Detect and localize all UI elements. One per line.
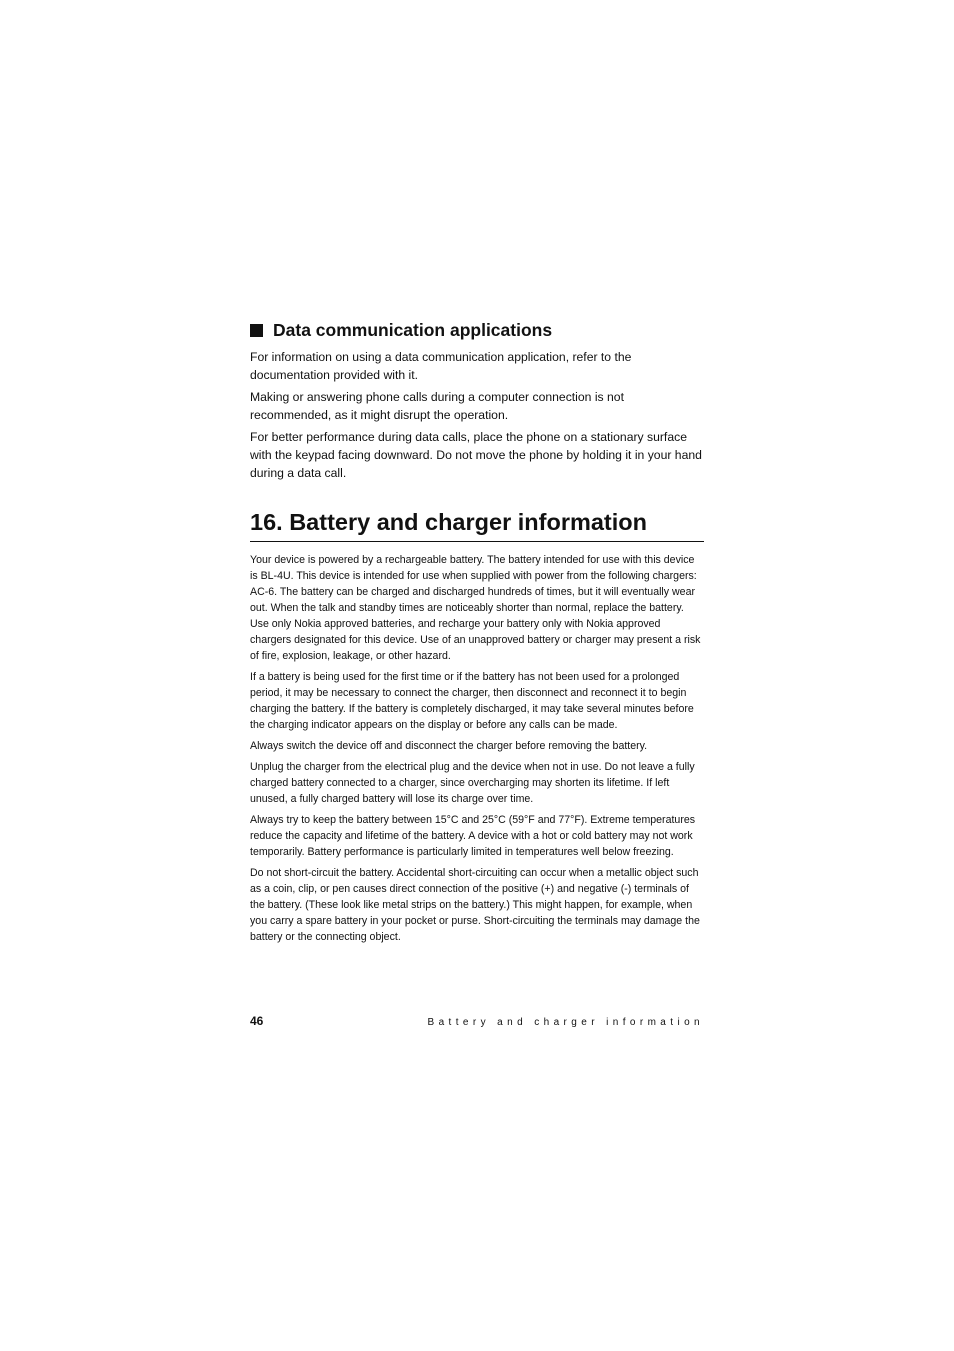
chapter-paragraph: Do not short-circuit the battery. Accidental short-circuiting can occur when a metallic object such as a coin, clip, or pen causes direct connection of the positive (+) and negative (-) terminals of the battery. (These look like metal strips on the battery.) This might happen, for example, when you carry a spare battery in your pocket or purse. Short-circuiting the terminals may damage the battery or the connecting object. <box>250 867 700 943</box>
chapter-title: 16. Battery and charger information <box>250 506 704 542</box>
chapter-paragraph: Your device is powered by a rechargeable battery. The battery intended for use with this device is BL-4U. This device is intended for use when supplied with power from the following chargers: AC-6. The battery can be charged and discharged hundreds of times, but it will eventually wear out. When the talk and standby times are noticeably shorter than normal, replace the battery. Use only Nokia approved batteries, and recharge your battery only with Nokia approved chargers designated for this device. Use of an unapproved battery or charger may present a risk of fire, explosion, leakage, or other hazard. <box>250 554 701 662</box>
chapter-paragraph: Always try to keep the battery between 15°C and 25°C (59°F and 77°F). Extreme temperatures reduce the capacity and lifetime of the battery. A device with a hot or cold battery may not work temporarily. Battery performance is particularly limited in temperatures well below freezing. <box>250 814 696 858</box>
chapter-paragraph: If a battery is being used for the first time or if the battery has not been used for a prolonged period, it may be necessary to connect the charger, then disconnect and reconnect it to begin charging the battery. If the battery is completely discharged, it may take several minutes before the charging indicator appears on the display or before any calls can be made. <box>250 671 694 731</box>
section-title: Data communication applications <box>273 320 553 340</box>
section-paragraph: For information on using a data communication application, refer to the documentation provided with it. <box>250 350 632 382</box>
chapter-paragraph: Unplug the charger from the electrical plug and the device when not in use. Do not leave a fully charged battery connected to a charger, since overcharging may shorten its lifetime. If left unused, a fully charged battery will lose its charge over time. <box>250 761 695 805</box>
page-content <box>250 318 704 950</box>
page-footer <box>250 1014 704 1028</box>
square-bullet-icon <box>250 324 263 337</box>
page-number: 46 <box>250 1014 264 1028</box>
section-paragraph: Making or answering phone calls during a computer connection is not recommended, as it might disrupt the operation. <box>250 390 624 422</box>
section-paragraph: For better performance during data calls, place the phone on a stationary surface with the keypad facing downward. Do not move the phone by holding it in your hand during a data call. <box>250 430 702 480</box>
section-heading <box>250 318 704 342</box>
chapter-paragraph: Always switch the device off and disconnect the charger before removing the battery. <box>250 740 648 752</box>
chapter-body <box>250 552 704 945</box>
running-title: Battery and charger information <box>427 1017 704 1028</box>
